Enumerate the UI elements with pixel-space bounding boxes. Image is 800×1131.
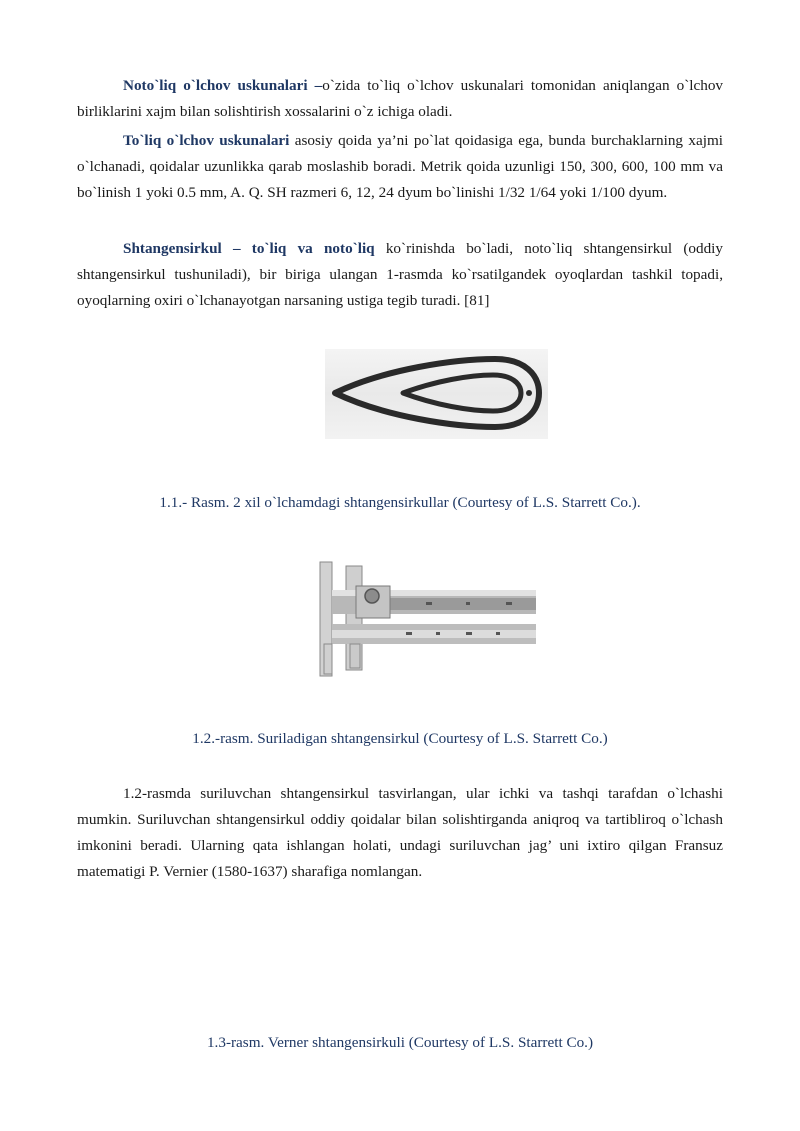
figure-two-calipers	[325, 349, 548, 439]
caliper-drawing-icon	[325, 349, 548, 439]
paragraph-text: ko`rinishda bo`ladi, noto`liq shtangensirkul (oddiy shtangensirkul tushuniladi), bir biriga ulangan 1-rasmda ko`rsatilgandek oyoqlardan tashkil topadi, oyoqlarning oxiri o`lchanayotgan narsaning ustiga tegib turadi. [81]	[77, 240, 723, 309]
paragraph-incomplete-instruments: Noto`liq o`lchov uskunalari –o`zida to`liq o`lchov uskunalari tomonidan aniqlangan o`lchov birliklarini xajm bilan solishtirish xossalarini o`z ichiga oladi.	[77, 77, 724, 120]
term-incomplete-instruments: Noto`liq o`lchov uskunalari	[123, 77, 308, 94]
term-caliper: Shtangensirkul – to`liq va noto`liq	[123, 240, 375, 257]
paragraph-text: asosiy qoida ya’ni po`lat qoidasiga ega, bunda burchaklarning xajmi o`lchanadi, qoidalar uzunlikka qarab moslashib boradi. Metrik qoida uzunligi 150, 300, 600, 100 mm va bo`linish 1 yoki 0.5 mm, A. Q. SH razmeri 6, 12, 24 dyum bo`linishi 1/32 1/64 yoki 1/100 dyum.	[77, 132, 723, 201]
sliding-caliper-icon	[316, 560, 538, 680]
caption-figure-1-2: 1.2.-rasm. Suriladigan shtangensirkul (Courtesy of L.S. Starrett Co.)	[192, 730, 608, 747]
paragraph-caliper	[77, 236, 723, 314]
paragraph-vernier-caliper	[77, 781, 723, 885]
paragraph-text: o`zida to`liq o`lchov uskunalari tomonidan aniqlangan o`lchov birliklarini xajm bilan solishtirish xossalarini o`z ichiga oladi.	[77, 77, 724, 120]
paragraph-complete-instruments	[77, 128, 723, 206]
figure-sliding-caliper	[316, 560, 538, 680]
caption-figure-1-1: 1.1.- Rasm. 2 xil o`lchamdagi shtangensirkullar (Courtesy of L.S. Starrett Co.).	[159, 494, 641, 511]
paragraph-text: 1.2-rasmda suriluvchan shtangensirkul tasvirlangan, ular ichki va tashqi tarafdan o`lchashi mumkin. Suriluvchan shtangensirkul oddiy qoidalar bilan solishtirganda aniqroq va tartibliroq o`lchash imkonini beradi. Ularning qata ishlangan holati, undagi suriluvchan jag’ uni ixtiro qilgan Fransuz matematigi P. Vernier (1580-1637) sharafiga nomlangan.	[77, 785, 723, 880]
term-complete-instruments: To`liq o`lchov uskunalari	[123, 132, 290, 149]
caption-figure-1-3: 1.3-rasm. Verner shtangensirkuli (Courtesy of L.S. Starrett Co.)	[206, 1034, 594, 1051]
